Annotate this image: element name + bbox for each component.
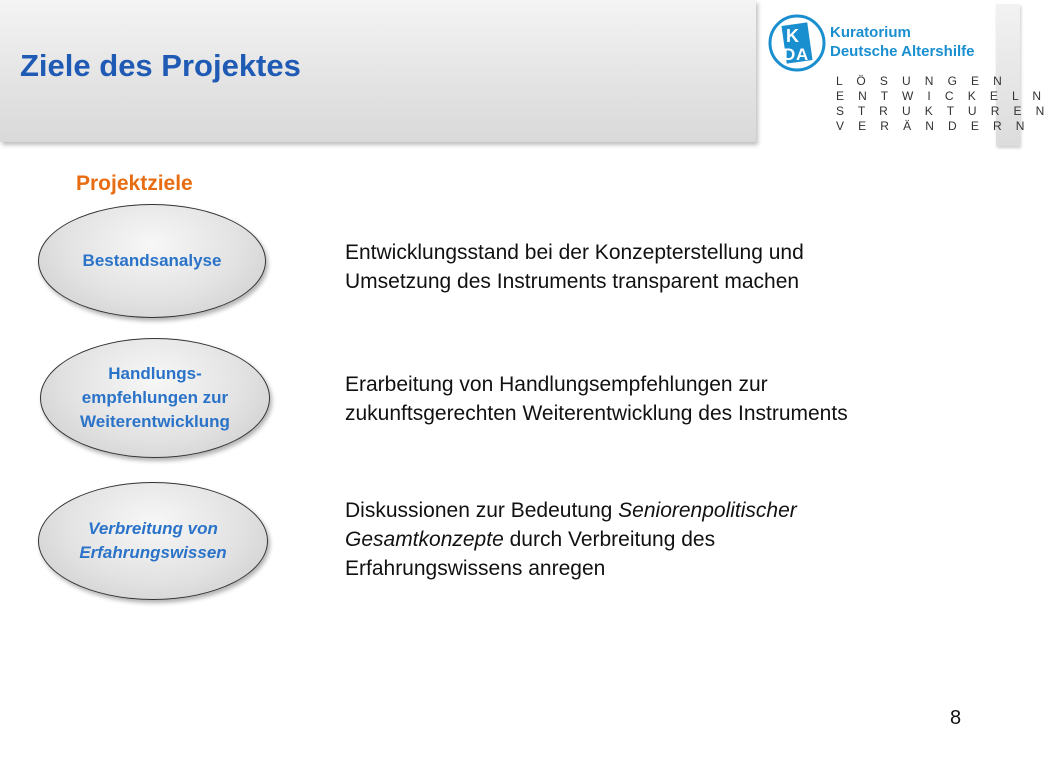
goal-description-handlungsempfehlungen	[345, 370, 848, 428]
tagline-line: S T R U K T U R E N	[836, 104, 1050, 118]
logo-mark-letter-a: A	[796, 45, 809, 64]
goal-text-segment-italic: Gesamtkonzepte	[345, 528, 504, 551]
tagline-line: L Ö S U N G E N	[836, 74, 1008, 88]
goal-text-segment: Diskussionen zur Bedeutung	[345, 499, 619, 522]
goal-description-line	[345, 496, 797, 525]
goal-ellipse-label-line: Verbreitung von	[88, 519, 218, 538]
goal-ellipse-label-line: Weiterentwicklung	[80, 412, 230, 431]
page-number: 8	[950, 707, 962, 729]
kda-logo-mark-icon	[768, 14, 828, 72]
goal-ellipse-handlungsempfehlungen	[40, 338, 270, 458]
logo-line-1: Kuratorium	[830, 24, 911, 41]
goal-ellipse-label-line: empfehlungen zur	[81, 388, 229, 407]
goal-text-segment: Entwicklungsstand bei der Konzepterstellung und	[345, 241, 804, 264]
logo-text	[830, 23, 975, 61]
logo-mark-letter-d: D	[783, 45, 796, 64]
goal-text-segment: zukunftsgerechten Weiterentwicklung des Instruments	[345, 402, 848, 425]
tagline	[836, 74, 1050, 134]
goal-text-segment: Umsetzung des Instruments transparent machen	[345, 270, 800, 293]
goal-ellipse-bestandsanalyse	[38, 204, 266, 318]
tagline-line: E N T W I C K E L N	[836, 89, 1047, 103]
page-title: Ziele des Projektes	[20, 48, 301, 83]
goal-ellipse-label	[83, 249, 222, 273]
goal-text-segment: Erarbeitung von Handlungsempfehlungen zur	[345, 373, 768, 396]
goal-text-segment-italic: Seniorenpolitischer	[618, 499, 797, 522]
tagline-line: V E R Ä N D E R N	[836, 119, 1030, 133]
goal-ellipse-label-line: Handlungs-	[108, 364, 202, 383]
goal-ellipse-verbreitung	[38, 482, 268, 600]
goal-description-line	[345, 370, 848, 399]
logo-line-2: Deutsche Altershilfe	[830, 43, 975, 60]
goal-description-bestandsanalyse	[345, 238, 804, 296]
goal-description-line	[345, 267, 804, 296]
goal-ellipse-label	[79, 517, 226, 565]
goal-description-verbreitung	[345, 496, 797, 583]
goal-description-line	[345, 525, 797, 554]
section-heading: Projektziele	[76, 172, 193, 195]
kda-logo	[768, 14, 988, 74]
logo-mark-letter-k: K	[786, 26, 799, 46]
goal-text-segment: Erfahrungswissens anregen	[345, 557, 606, 580]
goal-ellipse-label	[80, 362, 230, 434]
goal-description-line	[345, 238, 804, 267]
goal-description-line	[345, 399, 848, 428]
goal-text-segment: durch Verbreitung des	[503, 528, 716, 551]
goal-ellipse-label-line: Bestandsanalyse	[82, 251, 222, 270]
goal-description-line	[345, 554, 797, 583]
goal-ellipse-label-line: Erfahrungswissen	[79, 543, 227, 562]
